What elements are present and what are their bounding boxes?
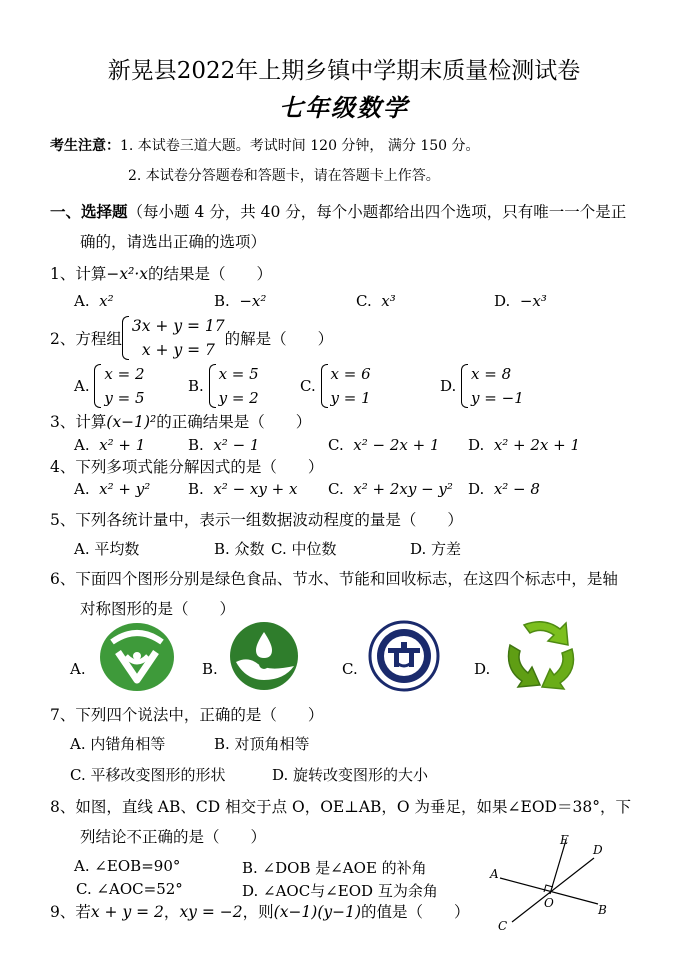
q7-option-d[interactable]: D. 旋转改变图形的大小	[272, 766, 429, 784]
q2-option-d[interactable]	[440, 362, 524, 410]
q1-math: −x²·x	[106, 265, 148, 283]
green-food-logo-icon	[98, 622, 176, 692]
q3-b-value: x² − 1	[213, 436, 260, 454]
q3-option-b[interactable]	[188, 436, 259, 454]
q1-b-value: −x²	[239, 292, 267, 310]
q7-option-b[interactable]: B. 对顶角相等	[214, 735, 310, 753]
q9-math-2: xy = −2	[179, 903, 243, 921]
q9-stem-b: ，则	[242, 903, 274, 921]
q1-a-label: A.	[74, 292, 90, 310]
section-1-desc-2: 确的，请选出正确的选项）	[80, 233, 267, 251]
exam-title: 新晃县2022年上期乡镇中学期末质量检测试卷	[107, 58, 581, 84]
q2-b-eq2: y = 2	[218, 389, 259, 407]
q4-c-value: x² + 2xy − y²	[353, 480, 453, 498]
notice-text-1: 1. 本试卷三道大题。考试时间 120 分钟， 满分 150 分。	[120, 138, 480, 154]
q3-stem-a: 3、计算	[50, 413, 107, 431]
q1-option-a[interactable]	[74, 292, 114, 310]
q1-a-value: x²	[99, 292, 114, 310]
q2-a-label: A.	[74, 377, 90, 395]
q6-option-a[interactable]: A.	[70, 660, 86, 678]
notice-line-2: 2. 本试卷分答题卷和答题卡，请在答题卡上作答。	[128, 168, 440, 184]
question-5: 5、下列各统计量中，表示一组数据波动程度的量是（ ）	[50, 511, 463, 529]
question-8: 8、如图，直线 AB、CD 相交于点 O，OE⊥AB，O 为垂足，如果∠EOD＝38°，下	[50, 798, 631, 816]
q9-sep: ，	[163, 903, 180, 921]
q3-d-label: D.	[468, 436, 485, 454]
notice-label: 考生注意：	[50, 138, 120, 154]
q2-eq-1: 3x + y = 17	[131, 317, 225, 335]
q4-option-d[interactable]	[468, 480, 540, 498]
q2-b-system	[209, 362, 259, 410]
q7-option-c[interactable]: C. 平移改变图形的形状	[70, 766, 226, 784]
q2-c-eq2: y = 1	[330, 389, 371, 407]
q3-math: (x−1)²	[106, 413, 157, 431]
label-o: O	[544, 896, 554, 910]
q1-option-d[interactable]	[494, 292, 547, 310]
q3-d-value: x² + 2x + 1	[493, 436, 581, 454]
q5-option-c[interactable]: C. 中位数	[271, 540, 337, 558]
exam-subtitle: 七年级数学	[279, 93, 409, 122]
q5-option-b[interactable]: B. 众数	[214, 540, 265, 558]
q5-option-d[interactable]: D. 方差	[410, 540, 462, 558]
q6-option-d[interactable]: D.	[474, 660, 491, 678]
q4-option-c[interactable]	[328, 480, 453, 498]
q4-option-a[interactable]	[74, 480, 150, 498]
q2-eq-2: x + y = 7	[141, 341, 215, 359]
q1-stem-b: 的结果是（ ）	[148, 265, 273, 283]
q2-a-system	[94, 362, 144, 410]
q9-math-1: x + y = 2	[90, 903, 164, 921]
q6-option-b[interactable]: B.	[202, 660, 218, 678]
q4-d-value: x² − 8	[493, 480, 540, 498]
q2-d-system	[461, 362, 524, 410]
q1-b-label: B.	[214, 292, 230, 310]
q1-d-label: D.	[494, 292, 511, 310]
q8-option-d[interactable]: D. ∠AOC与∠EOD 互为余角	[242, 882, 438, 900]
q2-stem-b: 的解是（ ）	[224, 330, 334, 348]
q3-option-a[interactable]	[74, 436, 145, 454]
q8-option-c[interactable]: C. ∠AOC=52°	[76, 880, 183, 898]
q2-d-label: D.	[440, 377, 457, 395]
q3-c-label: C.	[328, 436, 344, 454]
q8-option-b[interactable]: B. ∠DOB 是∠AOE 的补角	[242, 859, 427, 877]
q5-option-a[interactable]: A. 平均数	[74, 540, 140, 558]
label-e: E	[560, 833, 569, 847]
q2-d-eq2: y = −1	[471, 389, 524, 407]
q4-c-label: C.	[328, 480, 344, 498]
q8-option-a[interactable]: A. ∠EOB=90°	[74, 857, 181, 875]
section-1-desc: （每小题 4 分，共 40 分，每个小题都给出四个选项，只有唯一一个是正	[127, 203, 627, 221]
q3-a-label: A.	[74, 436, 90, 454]
q2-option-b[interactable]	[188, 362, 259, 410]
question-8-line-2: 列结论不正确的是（ ）	[80, 828, 267, 846]
q3-stem-b: 的正确结果是（ ）	[156, 413, 312, 431]
question-9	[50, 900, 470, 922]
q9-stem-c: 的值是（ ）	[361, 903, 470, 921]
label-a: A	[490, 867, 499, 881]
q2-c-label: C.	[300, 377, 316, 395]
q2-a-eq2: y = 5	[104, 389, 145, 407]
question-7: 7、下列四个说法中，正确的是（ ）	[50, 706, 324, 724]
recycle-logo-icon	[500, 615, 582, 693]
label-d: D	[593, 843, 603, 857]
question-1	[50, 262, 272, 284]
q2-stem-a: 2、方程组	[50, 330, 122, 348]
q3-option-d[interactable]	[468, 436, 580, 454]
q1-c-value: x³	[381, 292, 396, 310]
q4-option-b[interactable]	[188, 480, 297, 498]
q3-c-value: x² − 2x + 1	[353, 436, 440, 454]
q4-a-value: x² + y²	[99, 480, 151, 498]
q2-b-label: B.	[188, 377, 204, 395]
water-saving-logo-icon	[228, 620, 300, 692]
question-4: 4、下列多项式能分解因式的是（ ）	[50, 458, 324, 476]
q3-b-label: B.	[188, 436, 204, 454]
question-3	[50, 410, 311, 432]
q4-d-label: D.	[468, 480, 485, 498]
q9-math-3: (x−1)(y−1)	[273, 903, 362, 921]
q2-a-eq1: x = 2	[104, 365, 145, 383]
q2-d-eq1: x = 8	[471, 365, 512, 383]
q4-b-label: B.	[188, 480, 204, 498]
q3-option-c[interactable]	[328, 436, 440, 454]
q7-option-a[interactable]: A. 内错角相等	[70, 735, 166, 753]
question-6: 6、下面四个图形分别是绿色食品、节水、节能和回收标志，在这四个标志中，是轴	[50, 570, 618, 588]
question-6-line-2: 对称图形的是（ ）	[80, 600, 236, 618]
q4-a-label: A.	[74, 480, 90, 498]
label-b: B	[598, 903, 607, 917]
section-1-heading	[50, 200, 626, 222]
q9-stem-a: 9、若	[50, 903, 91, 921]
energy-saving-logo-icon	[368, 620, 440, 692]
label-c: C	[498, 919, 508, 933]
q1-c-label: C.	[356, 292, 372, 310]
q1-option-b[interactable]	[214, 292, 266, 310]
q2-option-a[interactable]	[74, 362, 145, 410]
q3-a-value: x² + 1	[99, 436, 146, 454]
q2-option-c[interactable]	[300, 362, 371, 410]
q4-b-value: x² − xy + x	[213, 480, 298, 498]
question-2	[50, 314, 333, 362]
q2-equation-system	[122, 314, 225, 362]
q1-stem-a: 1、计算	[50, 265, 107, 283]
q6-option-c[interactable]: C.	[342, 660, 358, 678]
q8-geometry-figure	[486, 830, 616, 935]
line-cd	[512, 858, 594, 922]
notice-line-1	[50, 135, 480, 155]
q2-c-eq1: x = 6	[330, 365, 371, 383]
q1-d-value: −x³	[519, 292, 547, 310]
q1-option-c[interactable]	[356, 292, 396, 310]
section-1-label: 一、选择题	[50, 202, 128, 221]
q2-b-eq1: x = 5	[218, 365, 259, 383]
q2-c-system	[321, 362, 371, 410]
